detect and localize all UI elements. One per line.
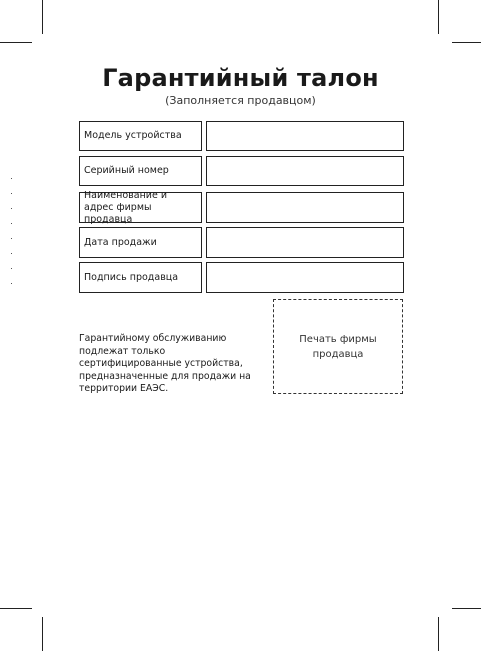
field-label-signature: Подпись продавца xyxy=(79,262,202,293)
crop-mark-left-top xyxy=(0,42,32,43)
field-label-serial: Серийный номер xyxy=(79,156,202,186)
field-value-seller[interactable] xyxy=(206,192,404,223)
field-value-date[interactable] xyxy=(206,227,404,258)
field-row-date xyxy=(79,227,404,258)
fold-dots xyxy=(11,178,14,298)
field-label-model: Модель устройства xyxy=(79,121,202,151)
crop-mark-right-top xyxy=(452,42,481,43)
crop-mark-right-bottom xyxy=(452,608,481,609)
field-row-seller xyxy=(79,189,404,225)
crop-mark-bottom-right xyxy=(438,617,439,651)
crop-mark-top-left xyxy=(42,0,43,34)
page-subtitle: (Заполняется продавцом) xyxy=(165,94,316,107)
page-title: Гарантийный талон xyxy=(102,64,379,92)
field-label-date: Дата продажи xyxy=(79,227,202,258)
stamp-area xyxy=(273,299,403,394)
field-label-seller: Наименование и адрес фирмы продавца xyxy=(79,192,202,223)
field-value-serial[interactable] xyxy=(206,156,404,186)
field-row-serial xyxy=(79,156,404,186)
warranty-note: Гарантийному обслуживанию подлежат только сертифицированные устройства, предназначенные для продажи на территории ЕАЭС. xyxy=(79,333,251,394)
stamp-label: Печать фирмы продавца xyxy=(299,334,377,360)
crop-mark-top-right xyxy=(438,0,439,34)
crop-mark-bottom-left xyxy=(42,617,43,651)
field-value-signature[interactable] xyxy=(206,262,404,293)
field-row-signature xyxy=(79,262,404,293)
field-row-model xyxy=(79,121,404,151)
field-value-model[interactable] xyxy=(206,121,404,151)
crop-mark-left-bottom xyxy=(0,608,32,609)
